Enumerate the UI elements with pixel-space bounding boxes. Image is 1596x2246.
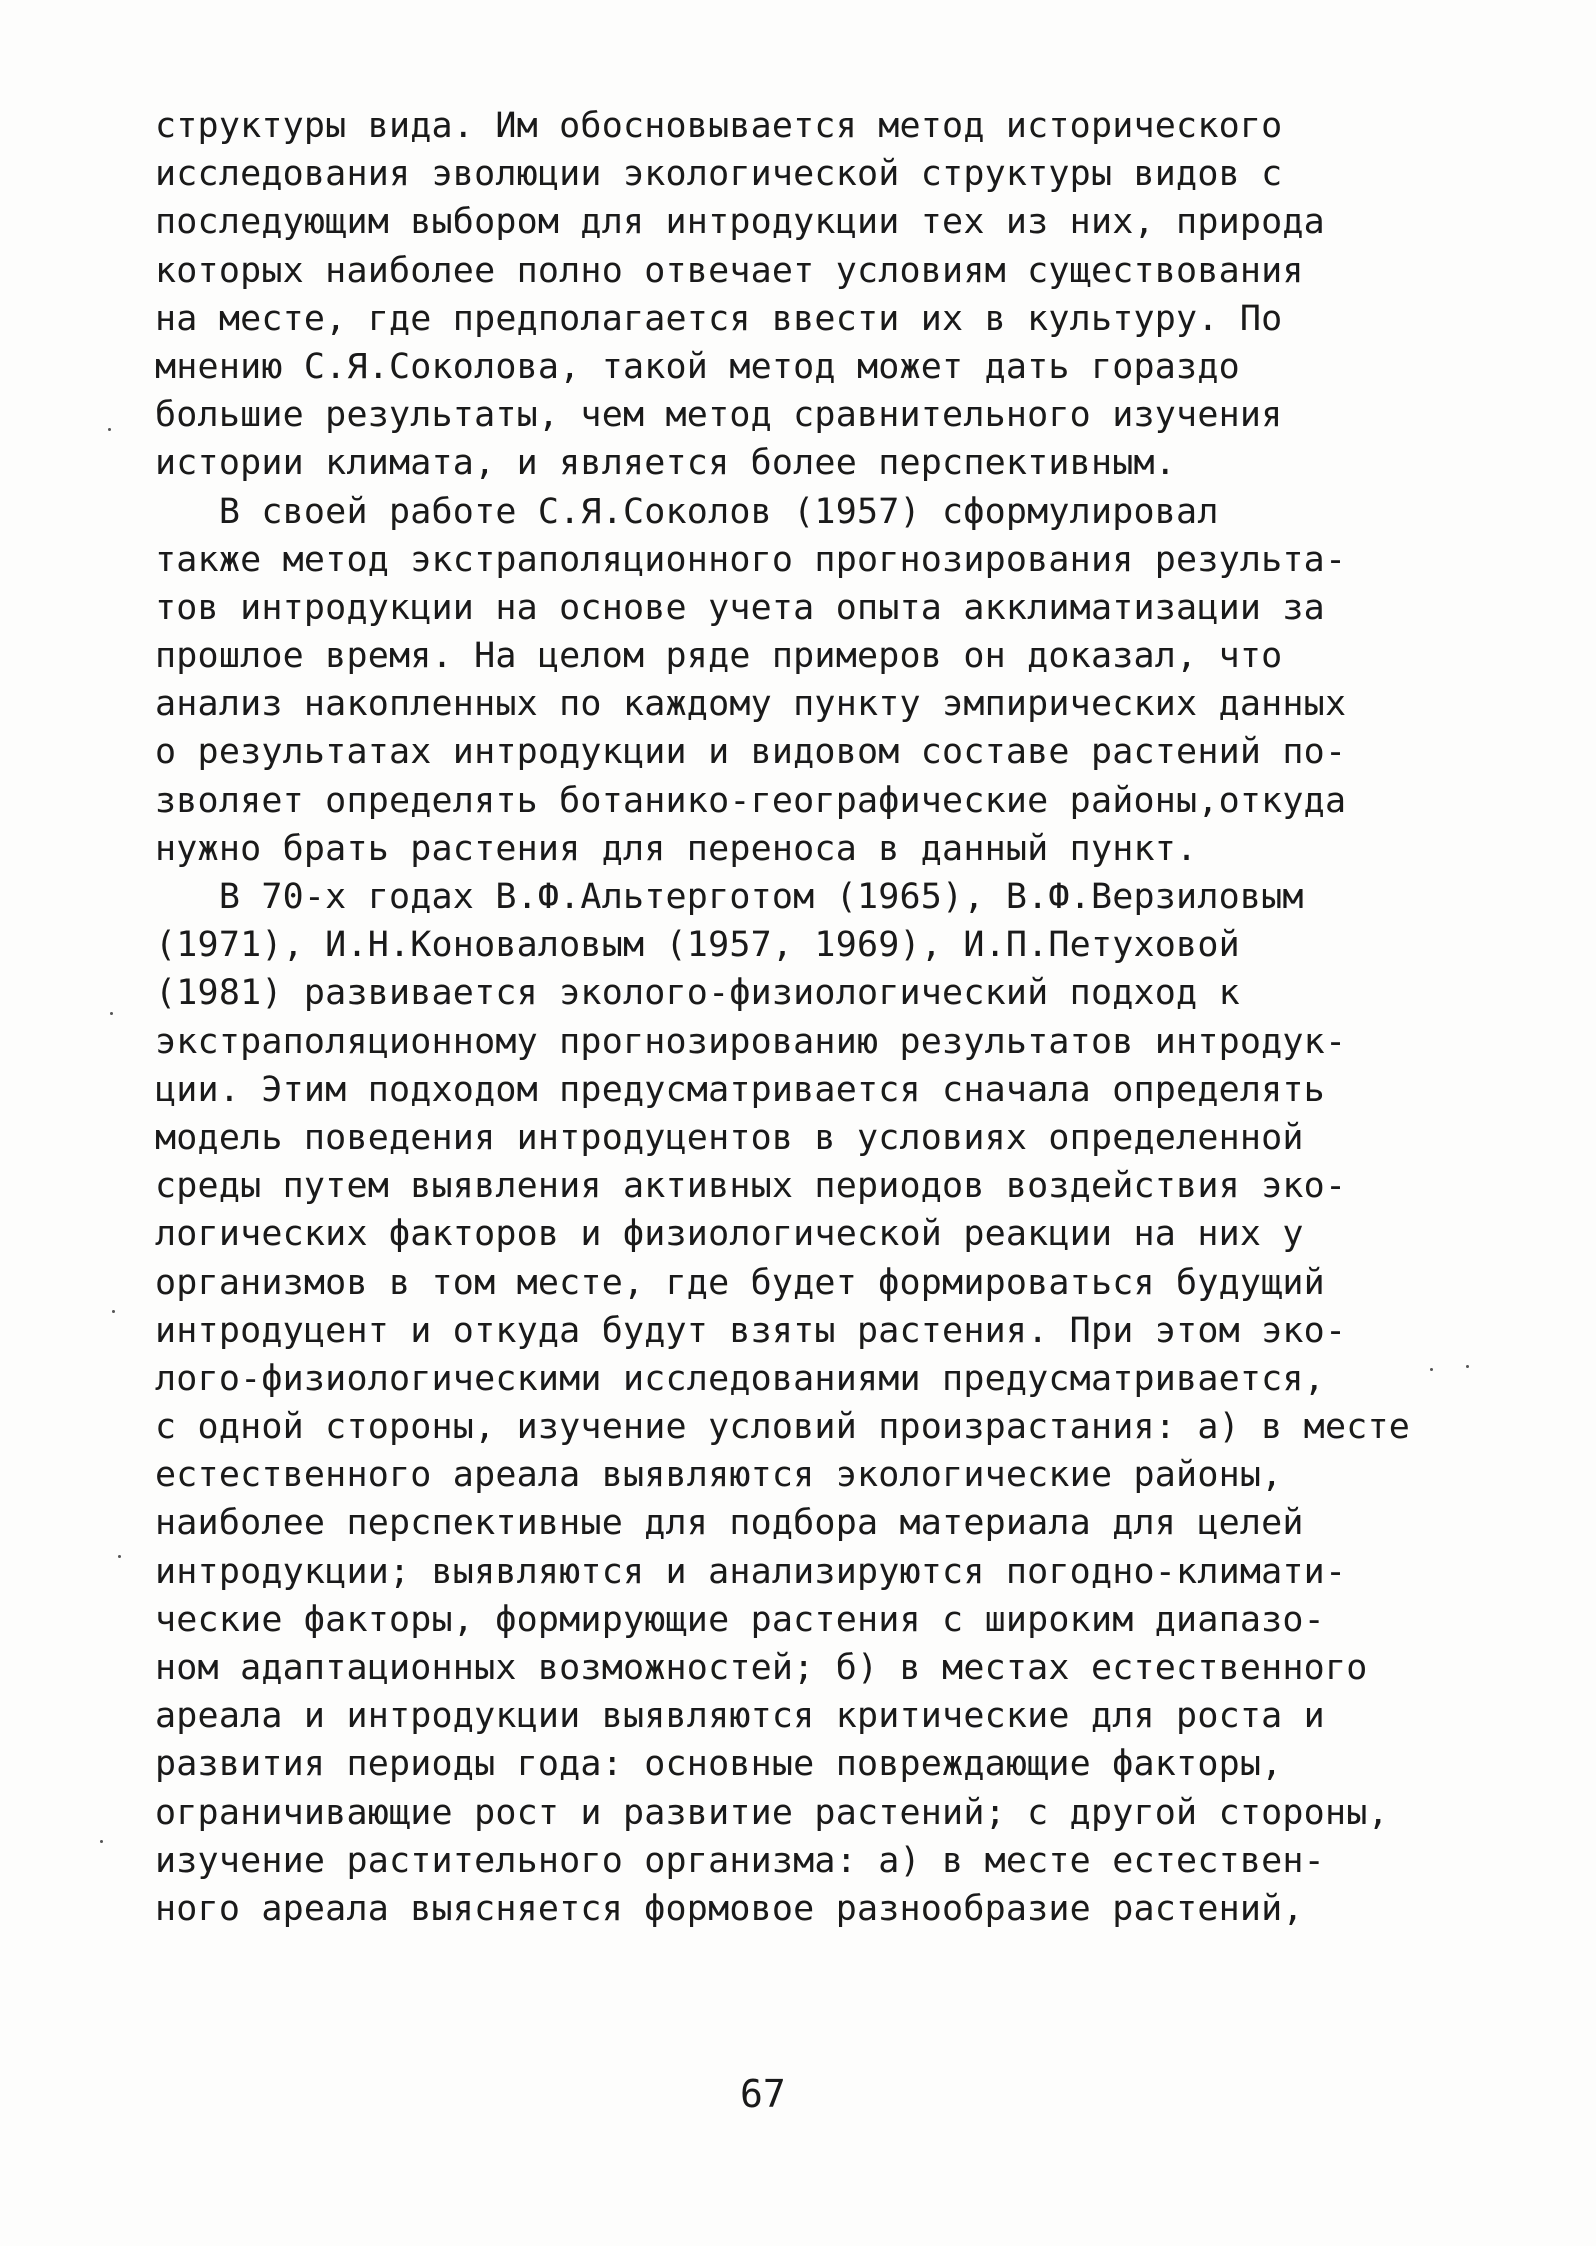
scan-speck <box>1430 1368 1433 1371</box>
scan-speck <box>1466 1365 1469 1368</box>
text-line: с одной стороны, изучение условий произрастания: а) в месте <box>155 1407 1411 1448</box>
text-line: о результатах интродукции и видовом составе растений по- <box>155 732 1347 773</box>
text-line: естественного ареала выявляются экологические районы, <box>155 1455 1283 1496</box>
text-line: лого-физиологическими исследованиями предусматривается, <box>155 1358 1325 1399</box>
text-line: ного ареала выясняется формовое разнообразие растений, <box>155 1888 1304 1929</box>
text-line: ареала и интродукции выявляются критические для роста и <box>155 1696 1325 1737</box>
text-line: ограничивающие рост и развитие растений; с другой стороны, <box>155 1792 1389 1833</box>
text-line: нужно брать растения для переноса в данный пункт. <box>155 828 1198 869</box>
text-line: изучение растительного организма: а) в месте естествен- <box>155 1840 1325 1881</box>
scan-speck <box>100 1840 103 1843</box>
text-line: В 70-х годах В.Ф.Альтерготом (1965), В.Ф.Верзиловым <box>155 877 1304 917</box>
text-line: интродуцент и откуда будут взяты растения. При этом эко- <box>155 1310 1347 1351</box>
text-line: большие результаты, чем метод сравнительного изучения <box>155 395 1283 436</box>
text-line: развития периоды года: основные повреждающие факторы, <box>155 1744 1283 1785</box>
text-line: логических факторов и физиологической реакции на них у <box>155 1214 1304 1255</box>
text-line: среды путем выявления активных периодов воздействия эко- <box>155 1166 1347 1207</box>
scan-speck <box>110 1012 113 1015</box>
text-line: наиболее перспективные для подбора материала для целей <box>155 1503 1304 1544</box>
text-line: (1981) развивается эколого-физиологический подход к <box>155 973 1240 1014</box>
text-line: анализ накопленных по каждому пункту эмпирических данных <box>155 684 1347 725</box>
text-line: мнению С.Я.Соколова, такой метод может дать гораздо <box>155 346 1240 387</box>
scan-speck <box>108 428 111 431</box>
text-line: интродукции; выявляются и анализируются погодно-климати- <box>155 1551 1347 1592</box>
text-line: прошлое время. На целом ряде примеров он доказал, что <box>155 636 1283 677</box>
text-line: истории климата, и является более перспективным. <box>155 443 1177 484</box>
page-number: 67 <box>740 2072 786 2116</box>
text-line: модель поведения интродуцентов в условиях определенной <box>155 1117 1304 1158</box>
text-line: последующим выбором для интродукции тех из них, природа <box>155 202 1325 243</box>
text-line: которых наиболее полно отвечает условиям существования <box>155 250 1304 291</box>
text-line: ном адаптационных возможностей; б) в местах естественного <box>155 1648 1368 1688</box>
scan-speck <box>112 1310 115 1313</box>
text-line: зволяет определять ботанико-географические районы,откуда <box>155 780 1347 821</box>
text-line: В своей работе С.Я.Соколов (1957) сформулировал <box>155 491 1219 532</box>
text-line: также метод экстраполяционного прогнозирования результа- <box>155 539 1347 580</box>
body-text <box>155 102 1495 1933</box>
scan-speck <box>118 1555 121 1558</box>
text-line: экстраполяционному прогнозированию результатов интродук- <box>155 1021 1347 1062</box>
text-line: тов интродукции на основе учета опыта акклиматизации за <box>155 587 1325 628</box>
text-line: (1971), И.Н.Коноваловым (1957, 1969), И.П.Петуховой <box>155 925 1240 966</box>
text-line: ческие факторы, формирующие растения с широким диапазо- <box>155 1599 1325 1640</box>
text-line: исследования эволюции экологической структуры видов с <box>155 154 1283 195</box>
text-line: организмов в том месте, где будет формироваться будущий <box>155 1262 1325 1303</box>
text-line: на месте, где предполагается ввести их в культуру. По <box>155 298 1283 339</box>
text-line: структуры вида. Им обосновывается метод исторического <box>155 106 1283 146</box>
text-line: ции. Этим подходом предусматривается сначала определять <box>155 1069 1325 1110</box>
